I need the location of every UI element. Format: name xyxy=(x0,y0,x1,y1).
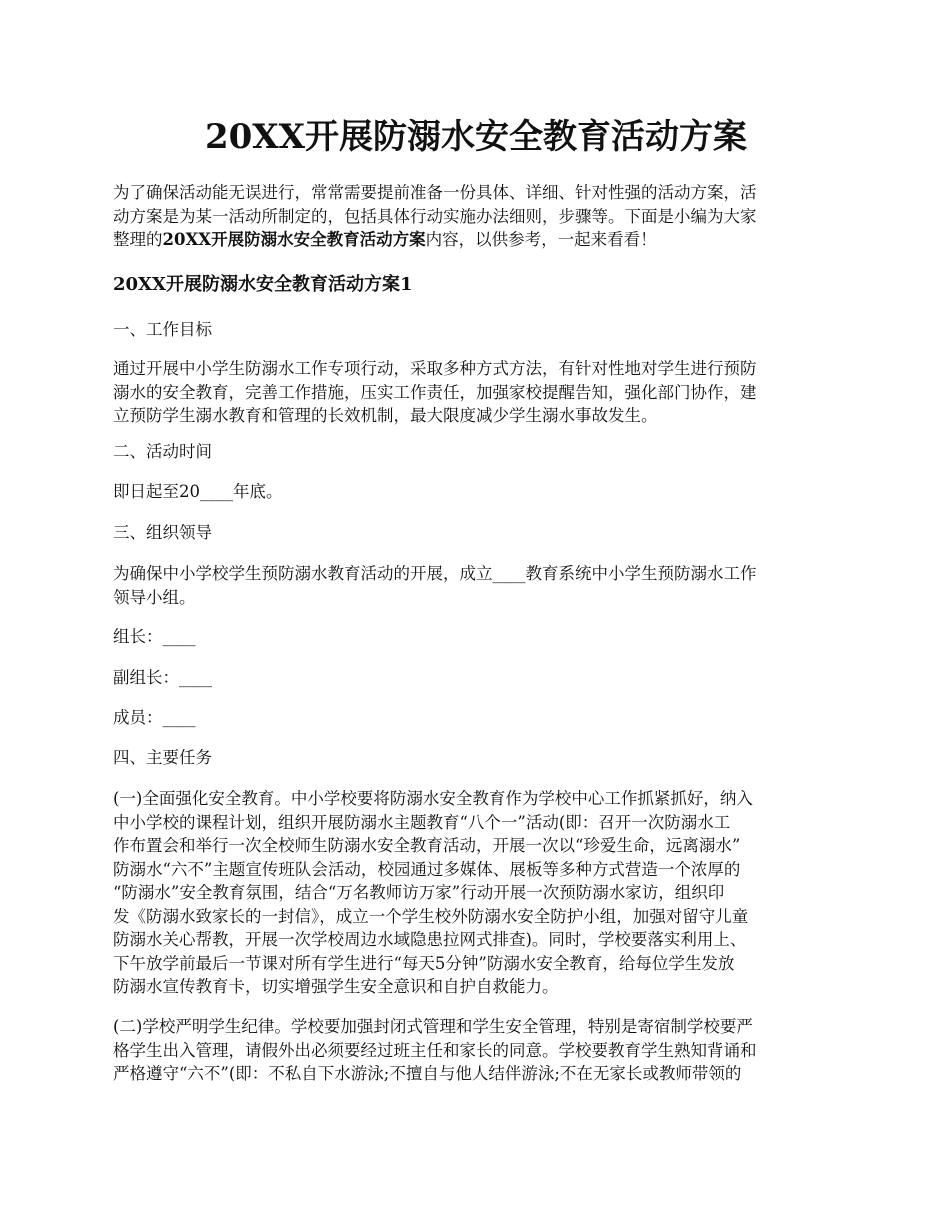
section-2-heading: 二、活动时间 xyxy=(113,442,212,461)
body-line: 领导小组。 xyxy=(113,587,196,607)
body-line: 通过开展中小学生防溺水工作专项行动，采取多种方式方法，有针对性地对学生进行预防 xyxy=(113,359,757,378)
section-4-paragraph-1 xyxy=(113,787,839,999)
body-line: 下午放学前最后一节课对所有学生进行“每天5分钟”防溺水安全教育，给每位学生发放 xyxy=(113,953,735,973)
intro-text: 内容，以供参考，一起来看看！ xyxy=(425,230,657,249)
body-line: (二)学校严明学生纪律。学校要加强封闭式管理和学生安全管理，特别是寄宿制学校要严 xyxy=(113,1017,753,1036)
intro-bold-title: 20XX开展防溺水安全教育活动方案 xyxy=(162,230,426,249)
deputy-leader-line: 副组长：____ xyxy=(113,668,212,687)
intro-text: 整理的 xyxy=(113,230,163,249)
body-line: 中小学校的课程计划，组织开展防溺水主题教育“八个一”活动(即：召开一次防溺水工 xyxy=(113,812,731,832)
section-heading: 20XX开展防溺水安全教育活动方案1 xyxy=(113,274,413,295)
section-1-heading: 一、工作目标 xyxy=(113,320,212,339)
body-line: “防溺水”安全教育氛围，结合“万名教师访万家”行动开展一次预防溺水家访，组织印 xyxy=(113,883,725,902)
body-line: 为确保中小学校学生预防溺水教育活动的开展，成立____教育系统中小学生预防溺水工作 xyxy=(113,564,757,583)
section-3-heading: 三、组织领导 xyxy=(113,523,212,542)
intro-line: 动方案是为某一活动所制定的，包括具体行动实施办法细则，步骤等。下面是小编为大家 xyxy=(113,206,757,226)
section-4-heading: 四、主要任务 xyxy=(113,748,212,767)
section-2-body: 即日起至20____年底。 xyxy=(113,482,283,501)
body-line: 防溺水“六不”主题宣传班队会活动，校园通过多媒体、展板等多种方式营造一个浓厚的 xyxy=(113,859,741,879)
intro-line: 为了确保活动能无误进行，常常需要提前准备一份具体、详细、针对性强的活动方案，活 xyxy=(113,183,757,202)
body-line: (一)全面强化安全教育。中小学校要将防溺水安全教育作为学校中心工作抓紧抓好，纳入 xyxy=(113,789,753,808)
intro-paragraph xyxy=(113,181,839,252)
body-line: 立预防学生溺水教育和管理的长效机制，最大限度减少学生溺水事故发生。 xyxy=(113,406,658,425)
body-line: 严格遵守“六不”(即：不私自下水游泳;不擅自与他人结伴游泳;不在无家长或教师带领的 xyxy=(113,1064,742,1083)
body-line: 发《防溺水致家长的一封信》，成立一个学生校外防溺水安全防护小组，加强对留守儿童 xyxy=(113,906,749,926)
members-line: 成员：____ xyxy=(113,708,196,727)
leader-line: 组长：____ xyxy=(113,627,196,646)
section-4-paragraph-2 xyxy=(113,1015,839,1086)
body-line: 防溺水关心帮教，开展一次学校周边水域隐患拉网式排查)。同时，学校要落实利用上、 xyxy=(113,930,747,949)
body-line: 作布置会和举行一次全校师生防溺水安全教育活动，开展一次以“珍爱生命，远离溺水” xyxy=(113,836,741,855)
body-line: 格学生出入管理，请假外出必须要经过班主任和家长的同意。学校要教育学生熟知背诵和 xyxy=(113,1040,757,1060)
document-title: 20XX开展防溺水安全教育活动方案 xyxy=(204,117,748,157)
body-line: 溺水的安全教育，完善工作措施，压实工作责任，加强家校提醒告知，强化部门协作，建 xyxy=(113,382,757,402)
body-line: 防溺水宣传教育卡，切实增强学生安全意识和自护自救能力。 xyxy=(113,977,559,996)
intro-line xyxy=(113,228,839,252)
section-1-body xyxy=(113,357,839,428)
section-3-body xyxy=(113,562,839,609)
